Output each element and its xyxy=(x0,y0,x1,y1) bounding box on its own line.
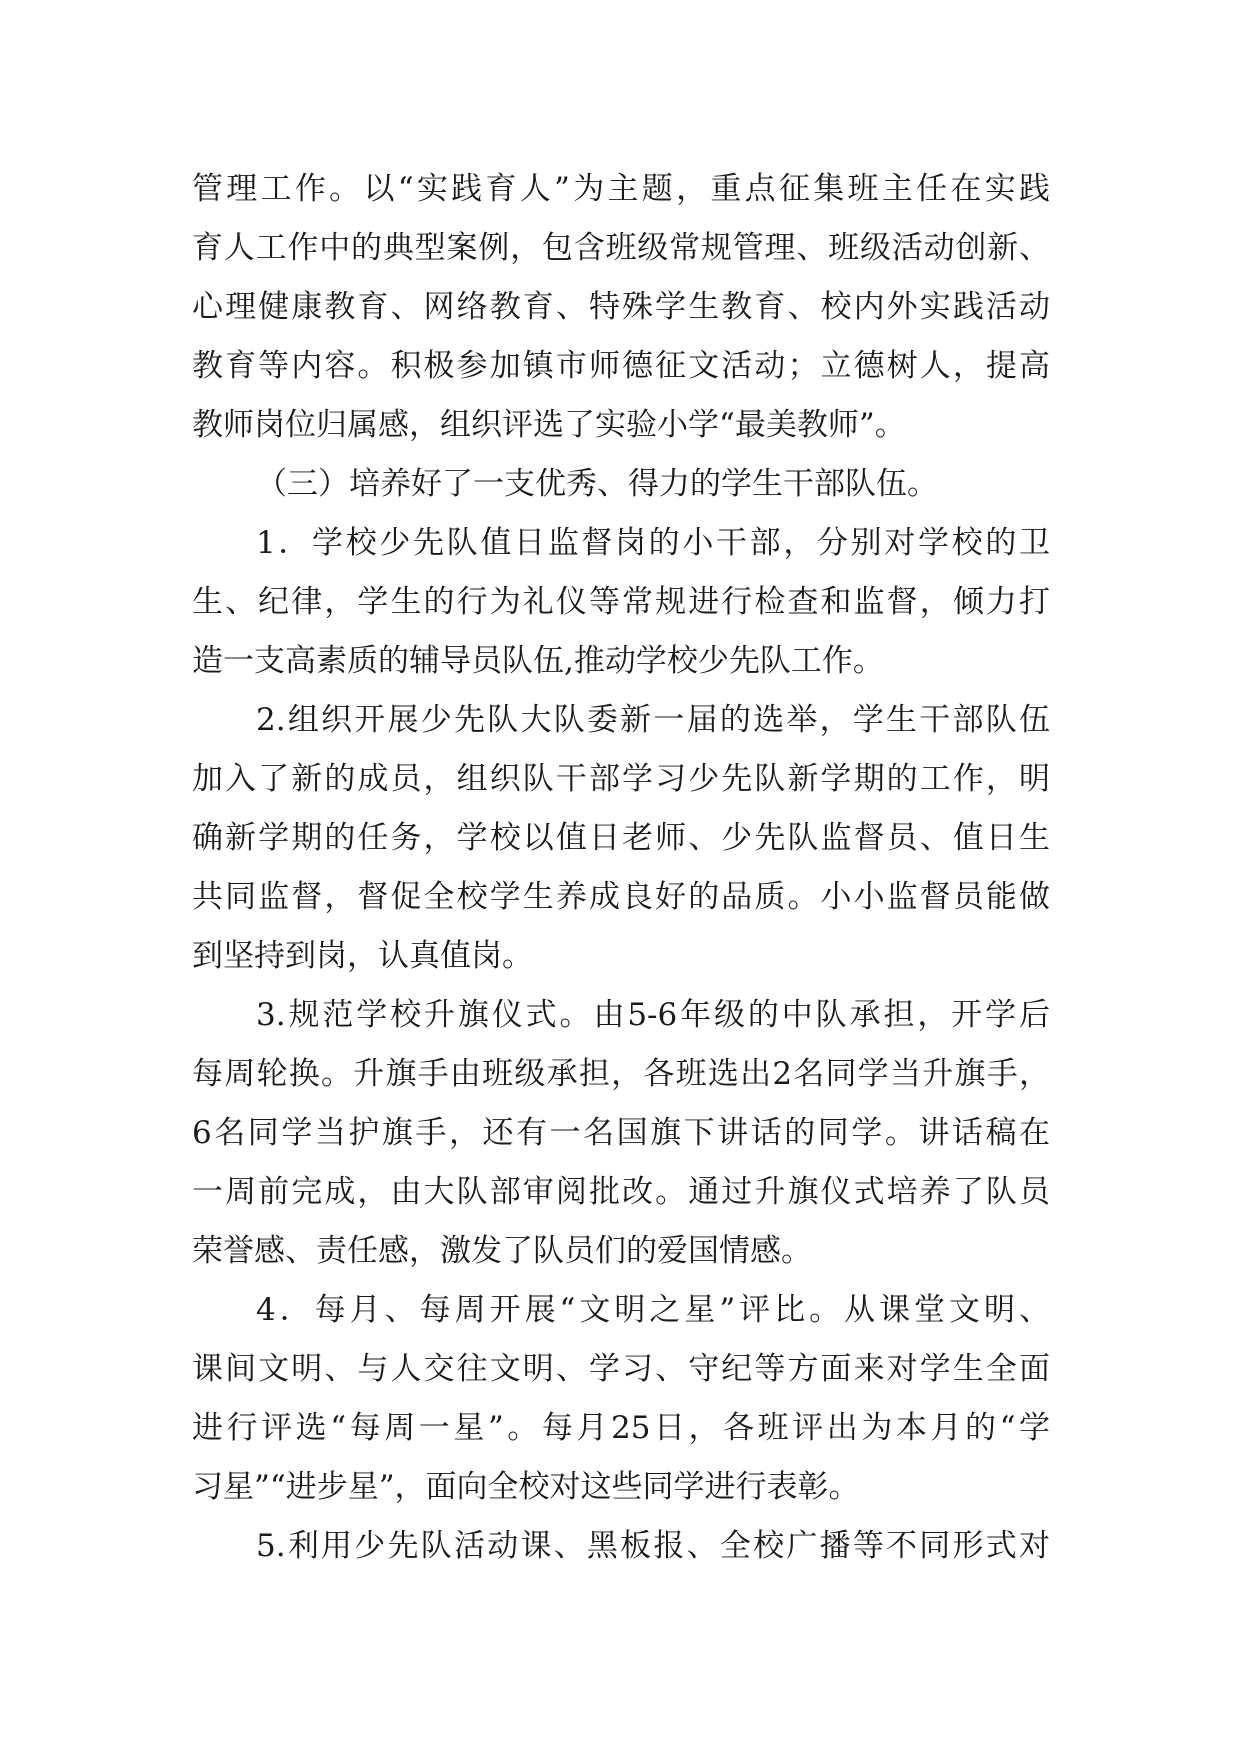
text-line: 每周轮换。升旗手由班级承担，各班选出2名同学当升旗手， xyxy=(192,1056,1050,1092)
text-line: 育人工作中的典型案例，包含班级常规管理、班级活动创新、 xyxy=(192,230,1050,266)
text-line: 6名同学当护旗手，还有一名国旗下讲话的同学。讲话稿在 xyxy=(192,1115,1050,1151)
text-line: 5.利用少先队活动课、黑板报、全校广播等不同形式对 xyxy=(256,1528,1050,1564)
document-page xyxy=(192,160,1050,1576)
text-line: 共同监督，督促全校学生养成良好的品质。小小监督员能做 xyxy=(192,879,1050,915)
text-line: 1．学校少先队值日监督岗的小干部，分别对学校的卫 xyxy=(256,525,1050,561)
text-line: 一周前完成，由大队部审阅批改。通过升旗仪式培养了队员 xyxy=(192,1174,1050,1210)
text-line: 课间文明、与人交往文明、学习、守纪等方面来对学生全面 xyxy=(192,1351,1050,1387)
text-line: 荣誉感、责任感，激发了队员们的爱国情感。 xyxy=(192,1233,812,1269)
text-line: 造一支高素质的辅导员队伍,推动学校少先队工作。 xyxy=(192,643,884,679)
text-line: 进行评选“每周一星”。每月25日，各班评出为本月的“学 xyxy=(192,1410,1050,1446)
text-line: 教育等内容。积极参加镇市师德征文活动；立德树人，提高 xyxy=(192,348,1050,384)
text-line: 加入了新的成员，组织队干部学习少先队新学期的工作，明 xyxy=(192,761,1050,797)
text-line: （三）培养好了一支优秀、得力的学生干部队伍。 xyxy=(256,466,938,502)
text-line: 2.组织开展少先队大队委新一届的选举，学生干部队伍 xyxy=(256,702,1050,738)
text-line: 确新学期的任务，学校以值日老师、少先队监督员、值日生 xyxy=(192,820,1050,856)
text-line: 管理工作。以“实践育人”为主题，重点征集班主任在实践 xyxy=(192,171,1050,207)
text-line: 心理健康教育、网络教育、特殊学生教育、校内外实践活动 xyxy=(192,289,1050,325)
text-line: 3.规范学校升旗仪式。由5-6年级的中队承担，开学后 xyxy=(256,997,1050,1033)
text-line: 习星”“进步星”，面向全校对这些同学进行表彰。 xyxy=(192,1469,860,1505)
text-line: 生、纪律，学生的行为礼仪等常规进行检查和监督，倾力打 xyxy=(192,584,1050,620)
text-line: 4．每月、每周开展“文明之星”评比。从课堂文明、 xyxy=(256,1292,1050,1328)
text-line: 到坚持到岗，认真值岗。 xyxy=(192,938,533,974)
text-line: 教师岗位归属感，组织评选了实验小学“最美教师”。 xyxy=(192,407,906,443)
